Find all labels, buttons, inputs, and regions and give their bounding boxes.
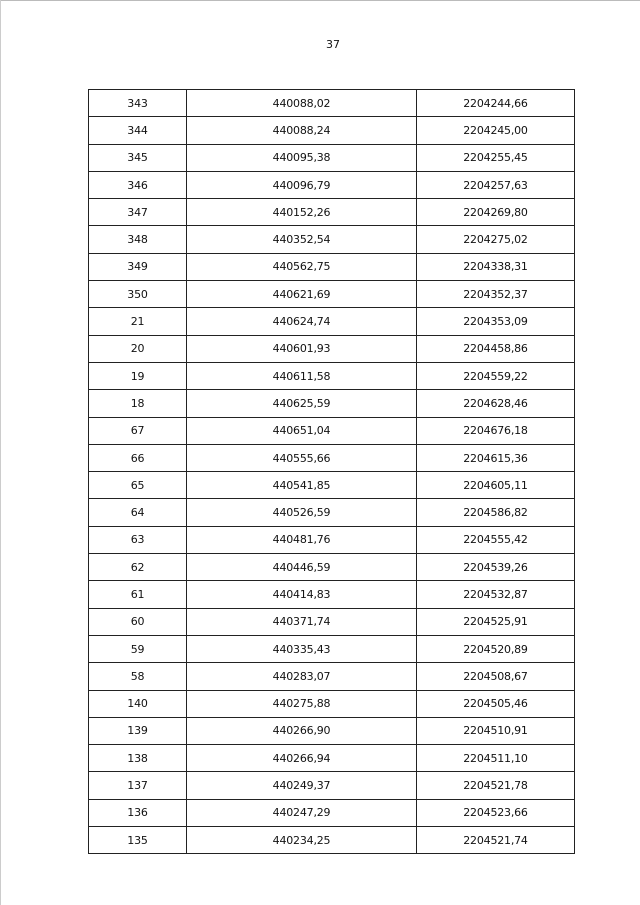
table-row bbox=[89, 417, 575, 444]
table-row bbox=[89, 827, 575, 854]
x-coordinate-cell: 440283,07 bbox=[187, 663, 417, 690]
y-coordinate-cell: 2204676,18 bbox=[417, 417, 575, 444]
table-row bbox=[89, 308, 575, 335]
table-row bbox=[89, 90, 575, 117]
table-row bbox=[89, 745, 575, 772]
x-coordinate-cell: 440625,59 bbox=[187, 390, 417, 417]
point-number-cell: 350 bbox=[89, 281, 187, 308]
table-row bbox=[89, 663, 575, 690]
point-number-cell: 139 bbox=[89, 717, 187, 744]
y-coordinate-cell: 2204511,10 bbox=[417, 745, 575, 772]
x-coordinate-cell: 440247,29 bbox=[187, 799, 417, 826]
y-coordinate-cell: 2204520,89 bbox=[417, 635, 575, 662]
point-number-cell: 61 bbox=[89, 581, 187, 608]
point-number-cell: 60 bbox=[89, 608, 187, 635]
y-coordinate-cell: 2204605,11 bbox=[417, 472, 575, 499]
x-coordinate-cell: 440611,58 bbox=[187, 362, 417, 389]
point-number-cell: 140 bbox=[89, 690, 187, 717]
x-coordinate-cell: 440249,37 bbox=[187, 772, 417, 799]
y-coordinate-cell: 2204275,02 bbox=[417, 226, 575, 253]
point-number-cell: 348 bbox=[89, 226, 187, 253]
scan-edge-left bbox=[0, 0, 1, 905]
point-number-cell: 62 bbox=[89, 554, 187, 581]
point-number-cell: 349 bbox=[89, 253, 187, 280]
x-coordinate-cell: 440088,24 bbox=[187, 117, 417, 144]
y-coordinate-cell: 2204559,22 bbox=[417, 362, 575, 389]
table-row bbox=[89, 444, 575, 471]
y-coordinate-cell: 2204532,87 bbox=[417, 581, 575, 608]
x-coordinate-cell: 440562,75 bbox=[187, 253, 417, 280]
x-coordinate-cell: 440152,26 bbox=[187, 199, 417, 226]
point-number-cell: 66 bbox=[89, 444, 187, 471]
y-coordinate-cell: 2204458,86 bbox=[417, 335, 575, 362]
x-coordinate-cell: 440621,69 bbox=[187, 281, 417, 308]
x-coordinate-cell: 440526,59 bbox=[187, 499, 417, 526]
x-coordinate-cell: 440266,90 bbox=[187, 717, 417, 744]
point-number-cell: 347 bbox=[89, 199, 187, 226]
x-coordinate-cell: 440266,94 bbox=[187, 745, 417, 772]
table-row bbox=[89, 335, 575, 362]
point-number-cell: 67 bbox=[89, 417, 187, 444]
table-row bbox=[89, 717, 575, 744]
table-row bbox=[89, 117, 575, 144]
point-number-cell: 343 bbox=[89, 90, 187, 117]
point-number-cell: 21 bbox=[89, 308, 187, 335]
point-number-cell: 18 bbox=[89, 390, 187, 417]
table-row bbox=[89, 499, 575, 526]
point-number-cell: 20 bbox=[89, 335, 187, 362]
point-number-cell: 344 bbox=[89, 117, 187, 144]
table-row bbox=[89, 526, 575, 553]
y-coordinate-cell: 2204508,67 bbox=[417, 663, 575, 690]
scan-edge-top bbox=[0, 0, 640, 1]
x-coordinate-cell: 440096,79 bbox=[187, 171, 417, 198]
table-row bbox=[89, 226, 575, 253]
y-coordinate-cell: 2204586,82 bbox=[417, 499, 575, 526]
table-row bbox=[89, 171, 575, 198]
table-row bbox=[89, 608, 575, 635]
y-coordinate-cell: 2204523,66 bbox=[417, 799, 575, 826]
y-coordinate-cell: 2204255,45 bbox=[417, 144, 575, 171]
y-coordinate-cell: 2204521,78 bbox=[417, 772, 575, 799]
x-coordinate-cell: 440335,43 bbox=[187, 635, 417, 662]
table-row bbox=[89, 554, 575, 581]
x-coordinate-cell: 440541,85 bbox=[187, 472, 417, 499]
point-number-cell: 65 bbox=[89, 472, 187, 499]
y-coordinate-cell: 2204245,00 bbox=[417, 117, 575, 144]
y-coordinate-cell: 2204525,91 bbox=[417, 608, 575, 635]
x-coordinate-cell: 440234,25 bbox=[187, 827, 417, 854]
y-coordinate-cell: 2204353,09 bbox=[417, 308, 575, 335]
x-coordinate-cell: 440088,02 bbox=[187, 90, 417, 117]
point-number-cell: 345 bbox=[89, 144, 187, 171]
point-number-cell: 137 bbox=[89, 772, 187, 799]
point-number-cell: 63 bbox=[89, 526, 187, 553]
table-row bbox=[89, 472, 575, 499]
x-coordinate-cell: 440601,93 bbox=[187, 335, 417, 362]
x-coordinate-cell: 440555,66 bbox=[187, 444, 417, 471]
y-coordinate-cell: 2204257,63 bbox=[417, 171, 575, 198]
y-coordinate-cell: 2204338,31 bbox=[417, 253, 575, 280]
y-coordinate-cell: 2204510,91 bbox=[417, 717, 575, 744]
page-number: 37 bbox=[326, 38, 340, 51]
y-coordinate-cell: 2204352,37 bbox=[417, 281, 575, 308]
x-coordinate-cell: 440275,88 bbox=[187, 690, 417, 717]
x-coordinate-cell: 440371,74 bbox=[187, 608, 417, 635]
point-number-cell: 59 bbox=[89, 635, 187, 662]
table-row bbox=[89, 690, 575, 717]
x-coordinate-cell: 440651,04 bbox=[187, 417, 417, 444]
x-coordinate-cell: 440352,54 bbox=[187, 226, 417, 253]
x-coordinate-cell: 440446,59 bbox=[187, 554, 417, 581]
table-row bbox=[89, 362, 575, 389]
table-row bbox=[89, 799, 575, 826]
y-coordinate-cell: 2204628,46 bbox=[417, 390, 575, 417]
point-number-cell: 58 bbox=[89, 663, 187, 690]
y-coordinate-cell: 2204555,42 bbox=[417, 526, 575, 553]
table-row bbox=[89, 390, 575, 417]
coordinates-table bbox=[88, 89, 575, 854]
table-row bbox=[89, 144, 575, 171]
point-number-cell: 136 bbox=[89, 799, 187, 826]
point-number-cell: 135 bbox=[89, 827, 187, 854]
point-number-cell: 138 bbox=[89, 745, 187, 772]
table-row bbox=[89, 281, 575, 308]
table-row bbox=[89, 581, 575, 608]
point-number-cell: 346 bbox=[89, 171, 187, 198]
table-row bbox=[89, 253, 575, 280]
point-number-cell: 64 bbox=[89, 499, 187, 526]
x-coordinate-cell: 440624,74 bbox=[187, 308, 417, 335]
x-coordinate-cell: 440095,38 bbox=[187, 144, 417, 171]
table-row bbox=[89, 635, 575, 662]
y-coordinate-cell: 2204521,74 bbox=[417, 827, 575, 854]
table-row bbox=[89, 772, 575, 799]
table-row bbox=[89, 199, 575, 226]
y-coordinate-cell: 2204269,80 bbox=[417, 199, 575, 226]
y-coordinate-cell: 2204539,26 bbox=[417, 554, 575, 581]
x-coordinate-cell: 440414,83 bbox=[187, 581, 417, 608]
point-number-cell: 19 bbox=[89, 362, 187, 389]
y-coordinate-cell: 2204505,46 bbox=[417, 690, 575, 717]
y-coordinate-cell: 2204615,36 bbox=[417, 444, 575, 471]
y-coordinate-cell: 2204244,66 bbox=[417, 90, 575, 117]
x-coordinate-cell: 440481,76 bbox=[187, 526, 417, 553]
